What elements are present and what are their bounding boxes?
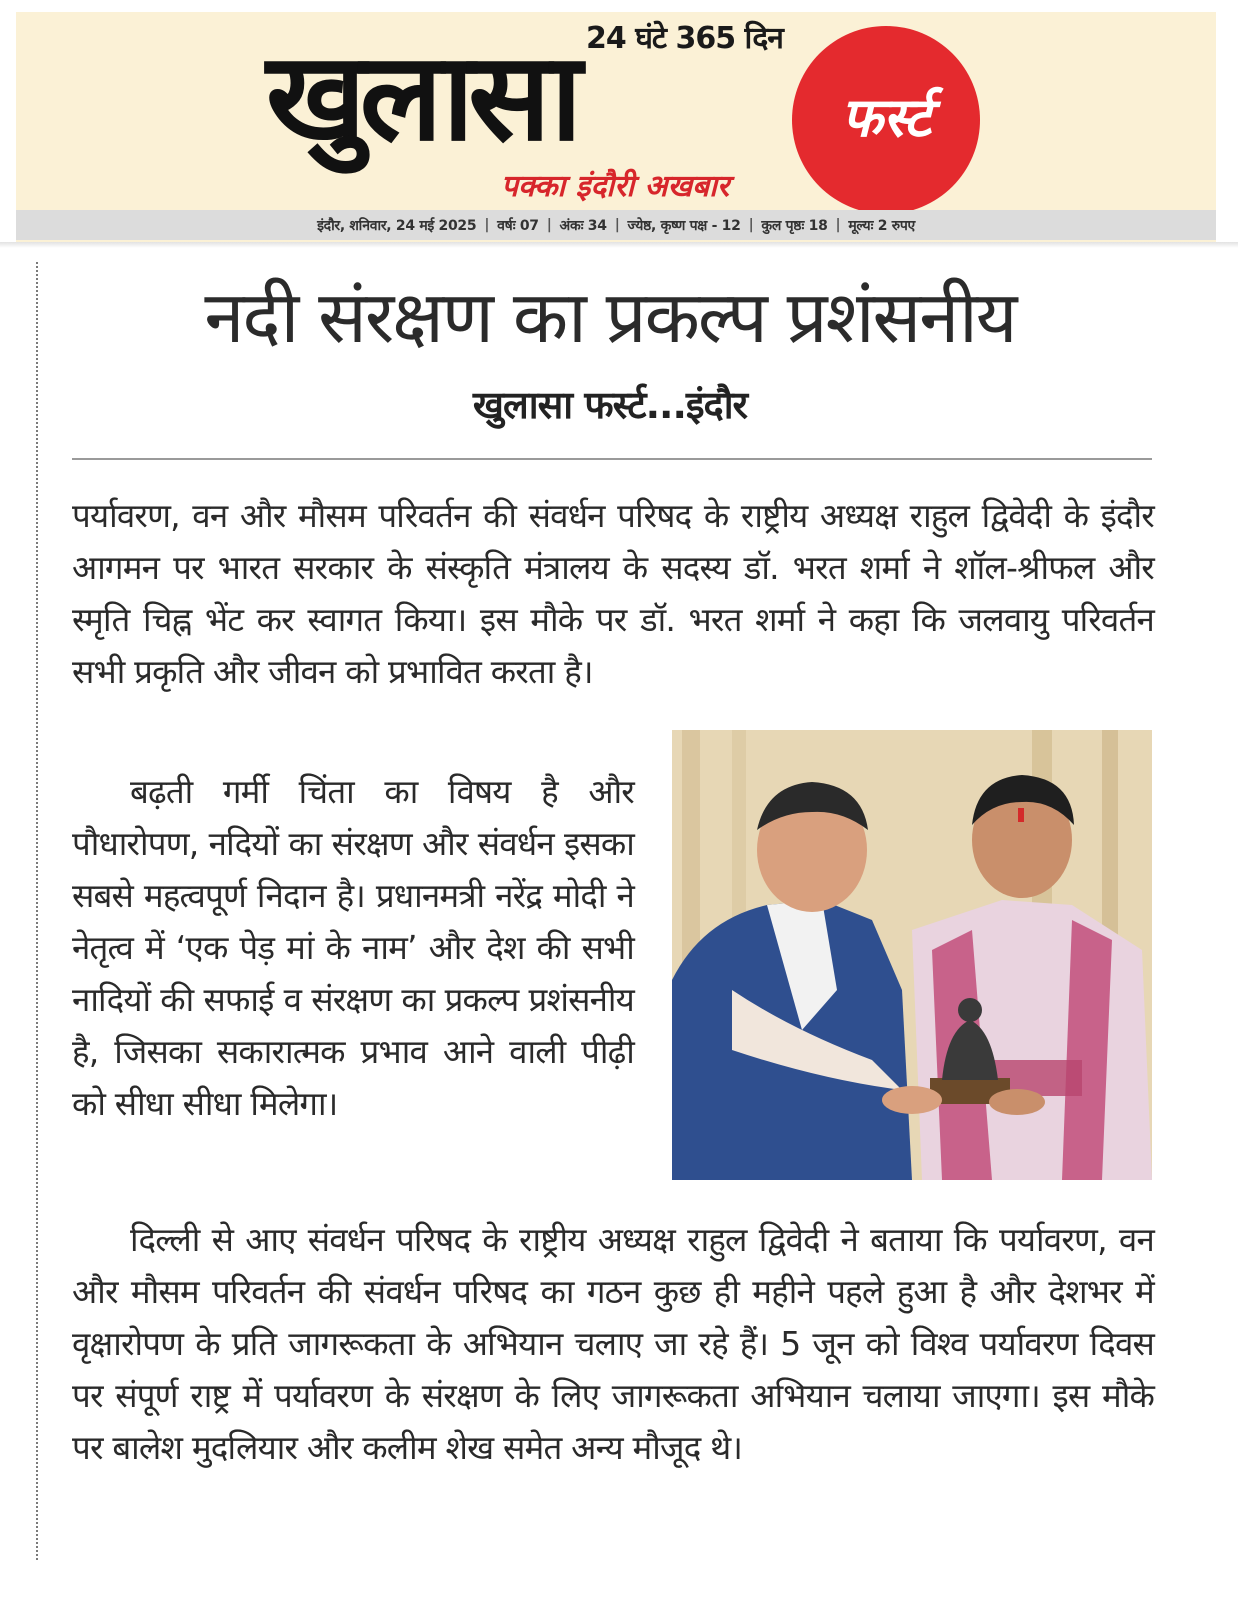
article-headline: नदी संरक्षण का प्रकल्प प्रशंसनीय [204, 275, 1016, 359]
article-paragraph-3: दिल्ली से आए संवर्धन परिषद के राष्ट्रीय अध्यक्ष राहुल द्विवेदी ने बताया कि पर्यावरण, वन और मौसम परिवर्तन की संवर्धन परिषद का गठन कुछ ही महीने पहले हुआ है और देशभर में वृक्षारोपण के प्रति जागरूकता के अभियान चलाए जा रहे हैं। 5 जून को विश्व पर्यावरण दिवस पर संपूर्ण राष्ट्र में पर्यावरण के संरक्षण के लिए जागरूकता अभियान चलाया जाएगा। इस मौके पर बालेश मुदलियार और कलीम शेख समेत अन्य मौजूद थे। [72, 1220, 1154, 1467]
dateline-issue: अंकः 34 [559, 217, 607, 234]
dateline-separator: | [614, 217, 620, 233]
logo-badge-text: फर्स्ट [841, 85, 931, 149]
dateline-separator: | [484, 217, 490, 233]
article-photo [672, 730, 1152, 1180]
dateline-separator: | [546, 217, 552, 233]
photo-illustration [672, 730, 1152, 1180]
dateline-separator: | [835, 217, 841, 233]
headline-divider [72, 458, 1152, 460]
dateline-price: मूल्यः 2 रुपए [848, 217, 915, 234]
dateline-bar [16, 210, 1216, 240]
masthead [16, 12, 1216, 242]
article-paragraph-2: बढ़ती गर्मी चिंता का विषय है और पौधारोपण, नदियों का संरक्षण और संवर्धन इसका सबसे महत्वपूर्ण निदान है। प्रधानमत्री नरेंद्र मोदी ने नेतृत्व में ‘एक पेड़ मां के नाम’ और देश की सभी नादियों की सफाई व संरक्षण का प्रकल्प प्रशंसनीय है, जिसका सकारात्मक प्रभाव आने वाली पीढ़ी को सीधा सीधा मिलेगा। [72, 772, 634, 1123]
logo-badge [792, 26, 980, 214]
newspaper-logo: खुलासा [266, 26, 577, 168]
dateline-year: वर्षः 07 [497, 217, 539, 234]
masthead-tagline: 24 घंटे 365 दिन [586, 21, 783, 56]
dateline-separator: | [748, 217, 754, 233]
dateline-pages: कुल पृष्ठः 18 [761, 217, 828, 234]
article-paragraph-1: पर्यावरण, वन और मौसम परिवर्तन की संवर्धन परिषद के राष्ट्रीय अध्यक्ष राहुल द्विवेदी के इंदौर आगमन पर भारत सरकार के संस्कृति मंत्रालय के सदस्य डॉ. भरत शर्मा ने शॉल-श्रीफल और स्मृति चिह्न भेंट कर स्वागत किया। इस मौके पर डॉ. भरत शर्मा ने कहा कि जलवायु परिवर्तन सभी प्रकृति और जीवन को प्रभावित करता है। [72, 496, 1154, 691]
dateline-tithi: ज्येष्ठ, कृष्ण पक्ष - 12 [627, 217, 741, 234]
page-fold [0, 242, 1238, 248]
newspaper-slogan: पक्का इंदौरी अखबार [501, 169, 730, 204]
column-rule [36, 262, 38, 1560]
article-byline: खुलासा फर्स्ट...इंदौर [472, 383, 748, 427]
dateline-date: इंदौर, शनिवार, 24 मई 2025 [317, 217, 477, 234]
